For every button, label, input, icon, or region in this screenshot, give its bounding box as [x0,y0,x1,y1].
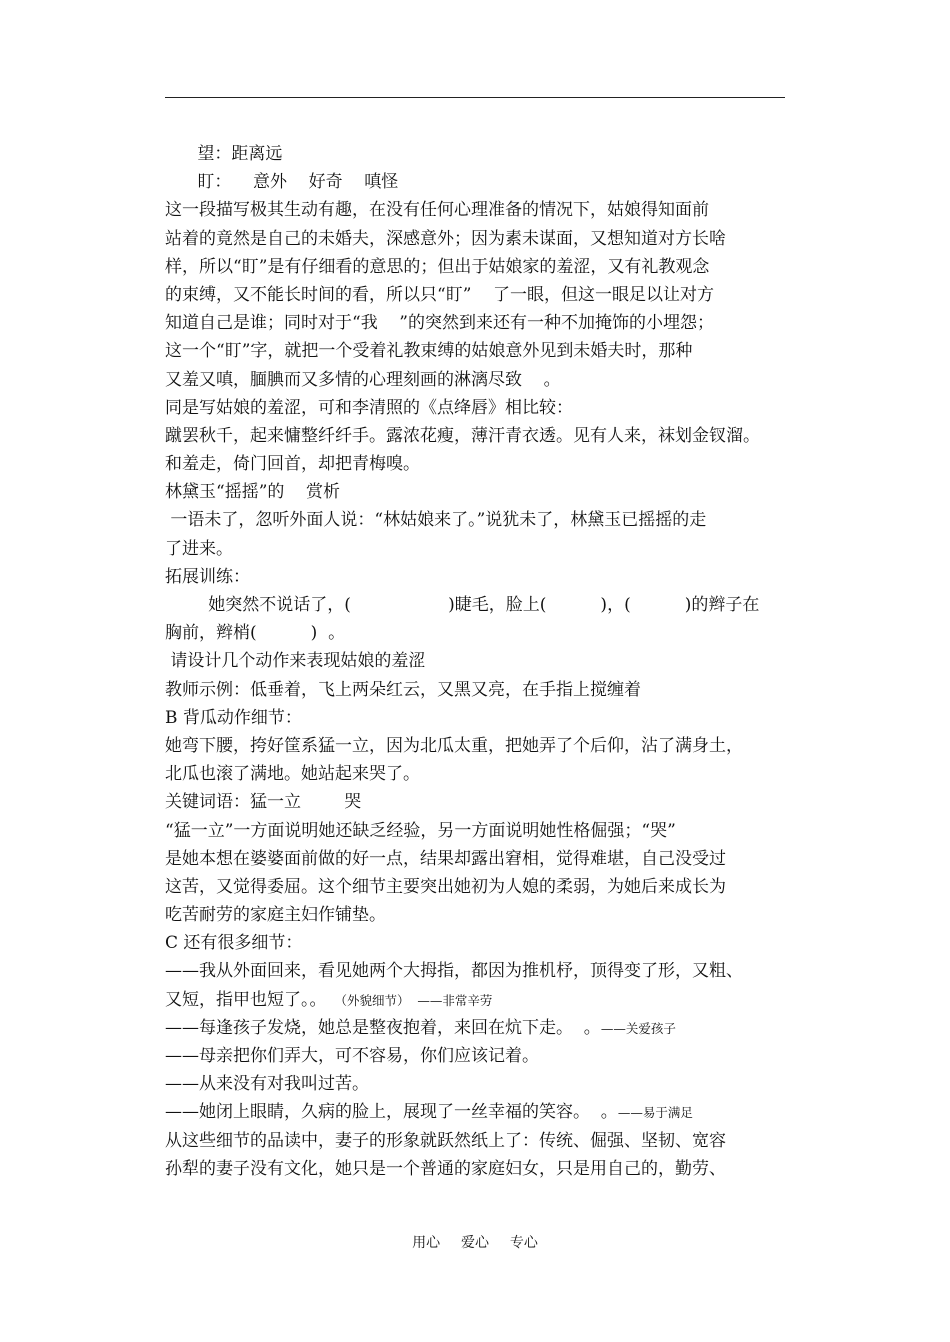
detail-note: ——关爱孩子 [600,1020,676,1036]
text-line: 北瓜也滚了满地。她站起来哭了。 [165,764,420,785]
page-footer: 用心 爱心 专心 [412,1235,538,1251]
text-line: 吃苦耐劳的家庭主妇作铺垫。 [165,905,386,926]
text-line: 的束缚，又不能长时间的看，所以只“盯” 了一眼，但这一眼足以让对方 [165,284,714,305]
text-line: 这苦，又觉得委屈。这个细节主要突出她初为人媳的柔弱，为她后来成长为 [165,876,726,897]
text-line: 是她本想在婆婆面前做的好一点，结果却露出窘相，觉得难堪，自己没受过 [165,848,726,869]
text-line: 从这些细节的品读中，妻子的形象就跃然纸上了：传统、倔强、坚韧、宽容 [165,1130,726,1151]
text-line: 盯： 意外 好奇 嗔怪 [165,172,399,193]
text-line: 同是写姑娘的羞涩，可和李清照的《点绛唇》相比较： [165,397,573,418]
detail-text: ——她闭上眼睛，久病的脸上，展现了一丝幸福的笑容。 。 [165,1102,618,1123]
text-line: 教师示例：低垂着，飞上两朵红云，又黑又亮，在手指上搅缠着 [165,679,641,700]
detail-note: ——易于满足 [617,1105,693,1121]
detail-line [165,1042,790,1070]
text-line: 孙犁的妻子没有文化，她只是一个普通的家庭妇女，只是用自己的，勤劳、 [165,1158,726,1179]
text-line: 又羞又嗔，腼腆而又多情的心理刻画的淋漓尽致 。 [165,369,561,390]
detail-text: 又短，指甲也短了。。 [165,989,327,1010]
text-line: 了进来。 [165,538,233,559]
document-body [165,140,790,1183]
text-line: 望：距离远 [165,144,283,164]
poem-line: 和羞走，倚门回首，却把青梅嗅。 [165,454,420,475]
text-line: 关键词语：猛一立 哭 [165,792,362,813]
text-line: 这一段描写极其生动有趣，在没有任何心理准备的情况下，姑娘得知面前 [165,200,709,221]
text-line: 知道自己是谁；同时对于“我 ”的突然到来还有一种不加掩饰的小埋怨； [165,313,714,334]
section-heading: B 背瓜动作细节： [165,707,302,728]
detail-note: （外貌细节） ——非常辛劳 [326,992,493,1008]
exercise-line: 胸前，辫梢( ) 。 [165,623,346,644]
text-line: 站着的竟然是自己的未婚夫，深感意外；因为素未谋面，又想知道对方长啥 [165,228,726,249]
text-line: 样，所以“盯”是有仔细看的意思的；但出于姑娘家的羞涩，又有礼教观念 [165,256,710,277]
text-line: 一语未了，忽听外面人说：“林姑娘来了。”说犹未了，林黛玉已摇摇的走 [165,510,707,531]
detail-line [165,1070,790,1098]
detail-text: ——从来没有对我叫过苦。 [165,1074,369,1095]
text-line: ——我从外面回来，看见她两个大拇指，都因为推机杼，顶得变了形，又粗、 [165,961,743,982]
detail-text: ——母亲把你们弄大，可不容易，你们应该记着。 [165,1046,539,1066]
section-heading: 林黛玉“摇摇”的 赏析 [165,482,340,503]
poem-line: 蹴罢秋千，起来慵整纤纤手。露浓花瘦，薄汗青衣透。见有人来，袜划金钗溜。 [165,425,760,446]
section-heading: 拓展训练： [165,566,250,587]
text-line: 这一个“盯”字，就把一个受着礼教束缚的姑娘意外见到未婚夫时，那种 [165,341,693,362]
text-line: 请设计几个动作来表现姑娘的羞涩 [165,651,426,672]
exercise-line: 她突然不说话了，( )睫毛，脸上( )，( )的辫子在 [165,595,760,615]
detail-line [165,1014,790,1042]
detail-line [165,986,790,1014]
header-rule [165,97,785,98]
detail-line [165,1098,790,1126]
section-heading: C 还有很多细节： [165,933,303,954]
text-line: “猛一立”一方面说明她还缺乏经验，另一方面说明她性格倔强；“哭” [165,820,676,841]
detail-text: ——每逢孩子发烧，她总是整夜抱着，来回在炕下走。 。 [165,1017,601,1038]
text-line: 她弯下腰，挎好筐系猛一立，因为北瓜太重，把她弄了个后仰，沾了满身土， [165,735,743,756]
